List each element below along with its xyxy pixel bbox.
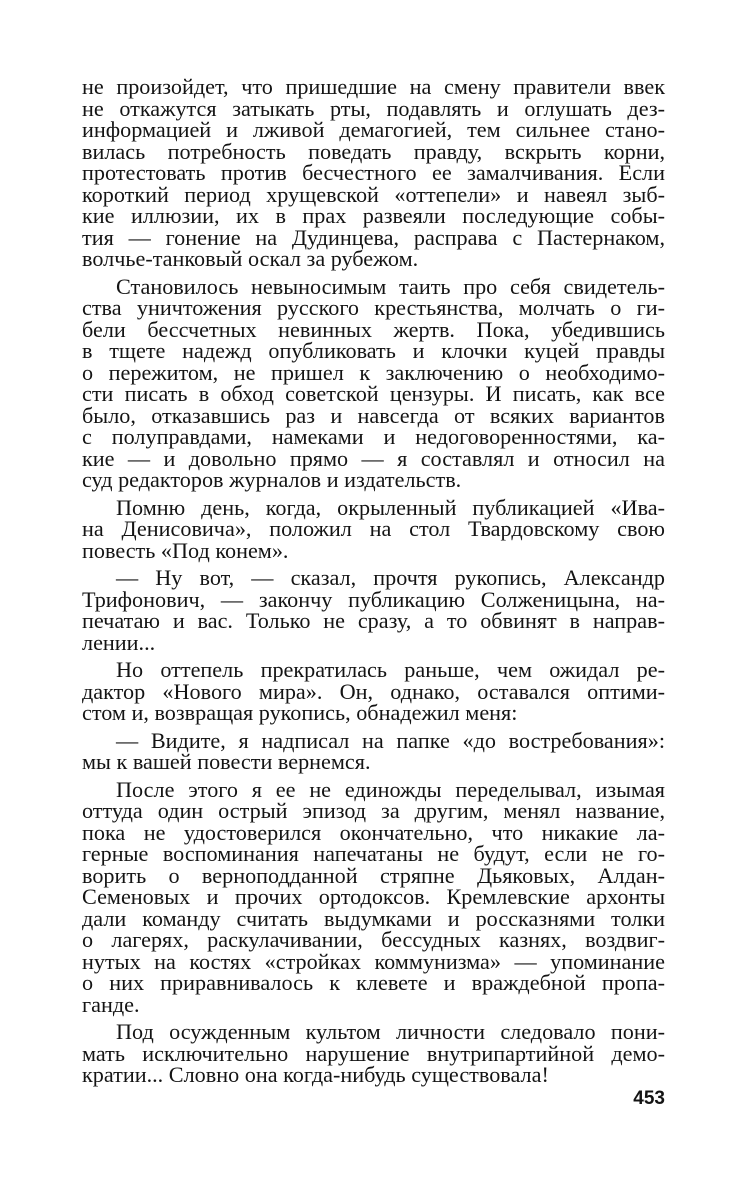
paragraph: [82, 727, 665, 774]
text-line: не произойдет, что пришедшие на смену правители ввек: [82, 74, 665, 99]
text-line: Помню день, когда, окрыленный публикацией «Ива-: [116, 494, 665, 520]
text-line: — Видите, я надписал на папке «до востребования»:: [116, 727, 665, 753]
paragraph: [82, 659, 665, 724]
text-line: бели бессчетных невинных жертв. Пока, убедившись: [82, 316, 665, 342]
text-line: сти писать в обход советской цензуры. И писать, как все: [82, 381, 665, 406]
text-line: не откажутся затыкать рты, подавлять и оглушать дез-: [82, 95, 665, 121]
text-line: с полуправдами, намеками и недоговоренностями, ка-: [82, 424, 665, 449]
text-line: пока не удостоверился окончательно, что никакие ла-: [82, 819, 665, 845]
text-line: короткий период хрущевской «оттепели» и навеял зыб-: [82, 181, 665, 207]
text-line: ганде.: [82, 991, 140, 1017]
text-line: суд редакторов журналов и издательств.: [82, 467, 462, 492]
text-line: После этого я ее не единожды переделывал, изымая: [116, 776, 665, 802]
text-line: о них приравнивалось к клевете и враждебной пропа-: [82, 970, 665, 995]
page-number: 453: [633, 1088, 665, 1109]
text-line: о пережитом, не пришел к заключению о необходимо-: [82, 359, 665, 385]
text-line: в тщете надежд опубликовать и клочки куцей правды: [82, 338, 665, 363]
text-line: Семеновых и прочих ортодоксов. Кремлевские архонты: [82, 884, 665, 909]
paragraph: [82, 494, 665, 563]
paragraph: [82, 1021, 665, 1086]
text-line: оттуда один острый эпизод за другим, менял название,: [82, 798, 665, 823]
text-line: мы к вашей повести вернемся.: [82, 749, 371, 774]
text-line: Под осужденным культом личности следовало пони-: [116, 1019, 665, 1044]
text-line: лении...: [82, 629, 156, 655]
text-line: печатаю и вас. Только не сразу, а то обвинят в направ-: [82, 608, 665, 633]
text-line: кие — и довольно прямо — я составлял и относил на: [82, 445, 665, 471]
text-line: ворить о верноподданной стряпне Дьяковых, Алдан-: [82, 862, 665, 888]
text-line: герные воспоминания напечатаны не будут, если не го-: [82, 841, 665, 866]
paragraph: [82, 776, 665, 1017]
text-line: мать исключительно нарушение внутрипартийной демо-: [82, 1040, 665, 1066]
text-line: Но оттепель прекратилась раньше, чем ожидал ре-: [116, 657, 665, 682]
text-line: стом и, возвращая рукопись, обнадежил меня:: [82, 700, 518, 725]
text-line: нутых на костях «стройках коммунизма» — упоминание: [82, 948, 665, 974]
text-line: ства уничтожения русского крестьянства, молчать о ги-: [82, 295, 665, 320]
text-line: вилась потребность поведать правду, вскрыть корни,: [82, 138, 665, 164]
text-line: информацией и лживой демагогией, тем сильнее стано-: [82, 117, 665, 142]
text-line: протестовать против бесчестного ее замалчивания. Если: [82, 160, 665, 185]
paragraph: [82, 567, 665, 653]
text-line: дактор «Нового мира». Он, однако, оставался оптими-: [82, 678, 665, 704]
page-text: [82, 76, 665, 1086]
text-line: кратии... Словно она когда-нибудь существовала!: [82, 1062, 549, 1087]
text-line: Становилось невыносимым таить про себя свидетель-: [116, 273, 665, 299]
text-line: повесть «Под конем».: [82, 537, 289, 563]
text-line: Трифонович, — закончу публикацию Солженицына, на-: [82, 586, 665, 612]
text-line: на Денисовича», положил на стол Твардовскому свою: [82, 516, 665, 541]
text-line: было, отказавшись раз и навсегда от всяких вариантов: [82, 402, 665, 428]
text-line: кие иллюзии, их в прах развеяли последующие собы-: [82, 203, 665, 228]
text-line: — Ну вот, — сказал, прочтя рукопись, Александр: [116, 565, 665, 590]
text-line: тия — гонение на Дудинцева, расправа с Пастернаком,: [82, 224, 665, 250]
paragraph: [82, 76, 665, 270]
text-line: о лагерях, раскулачивании, бессудных казнях, воздвиг-: [82, 927, 665, 952]
text-line: дали команду считать выдумками и россказнями толки: [82, 905, 665, 931]
paragraph: [82, 273, 665, 492]
text-line: волчье-танковый оскал за рубежом.: [82, 246, 419, 271]
